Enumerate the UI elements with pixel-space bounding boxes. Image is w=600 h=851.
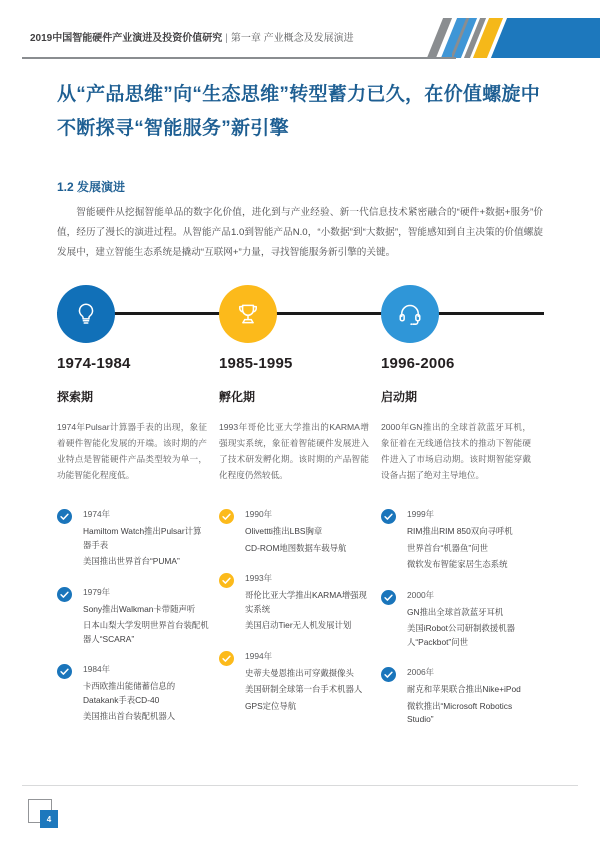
header-chapter: 第一章 产业概念及发展演进 — [230, 33, 354, 44]
section-heading: 1.2 发展演进 — [57, 180, 126, 194]
timeline-node-2 — [219, 285, 277, 343]
stripe-blue-2 — [491, 18, 600, 58]
lightbulb-icon — [73, 301, 99, 327]
milestone-list-2 — [219, 508, 371, 730]
milestone-line: GPS定位导航 — [245, 700, 297, 711]
milestone-item — [57, 586, 209, 647]
milestone-item — [57, 508, 209, 569]
milestone-list-1 — [57, 508, 209, 741]
milestone-year: 1990年 — [245, 509, 273, 519]
header-separator: | — [225, 33, 228, 44]
page-header — [0, 0, 600, 62]
milestone-line: 世界首台“机器鱼”问世 — [407, 542, 488, 553]
milestone-line: Sony推出Walkman卡带随声听 — [83, 603, 196, 614]
column-years: 1985-1995 — [219, 355, 293, 372]
timeline-node-1 — [57, 285, 115, 343]
header-breadcrumb — [30, 29, 354, 44]
milestone-line: 哥伦比亚大学推出KARMA增强现实系统 — [245, 590, 367, 614]
timeline-axis — [57, 312, 544, 315]
header-divider-slant — [452, 18, 492, 59]
milestone-line: 史蒂夫曼恩推出可穿戴摄像头 — [245, 667, 354, 678]
footer-divider — [22, 785, 578, 786]
milestone-year: 2000年 — [407, 589, 435, 600]
milestone-line: 卡西欧推出能储蓄信息的Datakank手表CD-40 — [83, 681, 176, 705]
column-years: 1974-1984 — [57, 355, 131, 372]
milestone-line: 微软推出“Microsoft Robotics Studio” — [407, 700, 513, 724]
milestone-year: 2006年 — [407, 667, 435, 677]
column-years: 1996-2006 — [381, 355, 455, 372]
milestone-line: 日本山梨大学发明世界首台装配机器人“SCARA” — [83, 620, 209, 644]
milestone-year: 1984年 — [83, 664, 111, 674]
milestone-year: 1994年 — [245, 650, 273, 661]
check-circle-icon — [381, 667, 396, 682]
check-circle-icon — [219, 573, 234, 588]
milestone-item — [219, 572, 371, 633]
milestone-line: CD-ROM地图数据车载导航 — [245, 542, 347, 553]
column-description: 1974年Pulsar计算器手表的出现，象征着硬件智能化发展的开端。该时期的产业特点是智能硬件产品类型较为单一，功能智能化程度低。 — [57, 422, 207, 480]
check-circle-icon — [381, 509, 396, 524]
milestone-list-3 — [381, 508, 533, 744]
milestone-line: 美国iRobot公司研制救援机器人“Packbot”问世 — [407, 623, 515, 647]
milestone-item — [381, 589, 533, 650]
milestone-item — [219, 650, 371, 714]
milestone-line: RIM推出RIM 850双向寻呼机 — [407, 526, 513, 536]
page-number: 4 — [40, 810, 58, 828]
timeline-column-3 — [381, 355, 531, 483]
check-circle-icon — [57, 587, 72, 602]
timeline-column-2 — [219, 355, 369, 483]
milestone-line: 美国研制全球第一台手术机器人 — [245, 684, 363, 694]
milestone-year: 1993年 — [245, 573, 273, 583]
milestone-item — [219, 508, 371, 555]
milestone-line: Olivettti推出LBS胸章 — [245, 526, 323, 536]
milestone-item — [381, 508, 533, 572]
column-description: 2000年GN推出的全球首款蓝牙耳机，象征着在无线通信技术的推动下智能硬件进入了市场启动期。该时期智能穿戴设备占据了绝对主导地位。 — [381, 422, 531, 480]
milestone-item — [57, 663, 209, 724]
milestone-year: 1999年 — [407, 509, 435, 519]
milestone-line: 美国推出世界首台“PUMA” — [83, 556, 180, 566]
section-paragraph: 智能硬件从挖掘智能单品的数字化价值，进化到与产业经验、新一代信息技术紧密融合的“硬件+数据+服务”价值，经历了漫长的演进过程。从智能产品1.0到智能产品N.0，“小数据”到“大数据”，智能感知到自主决策的价值螺旋发展中，建立智能生态系统是撬动“互联网+”力量，寻找智能服务新引擎的关键。 — [57, 207, 543, 258]
milestone-line: Hamiltom Watch推出Pulsar计算器手表 — [83, 526, 202, 550]
milestone-line: 耐克和苹果联合推出Nike+iPod — [407, 684, 521, 694]
milestone-line: GN推出全球首款蓝牙耳机 — [407, 606, 504, 617]
page-title: 从“产品思维”向“生态思维”转型蓄力已久，在价值螺旋中不断探寻“智能服务”新引擎 — [57, 84, 541, 139]
milestone-line: 美国推出首台装配机器人 — [83, 711, 176, 721]
headset-icon — [397, 301, 423, 327]
milestone-line: 美国启动Tier无人机发展计划 — [245, 620, 352, 630]
check-circle-icon — [57, 509, 72, 524]
milestone-line: 微软发布智能家居生态系统 — [407, 559, 508, 569]
column-description: 1993年哥伦比亚大学推出的KARMA增强现实系统，象征着智能硬件发展进入了技术研发孵化期。该时期的产品智能化程度仍然较低。 — [219, 422, 369, 480]
check-circle-icon — [219, 509, 234, 524]
timeline-column-1 — [57, 355, 207, 483]
check-circle-icon — [381, 590, 396, 605]
check-circle-icon — [57, 664, 72, 679]
column-phase: 启动期 — [381, 390, 418, 404]
trophy-icon — [235, 301, 261, 327]
check-circle-icon — [219, 651, 234, 666]
milestone-year: 1974年 — [83, 509, 111, 519]
timeline-node-3 — [381, 285, 439, 343]
milestone-year: 1979年 — [83, 586, 111, 597]
header-report-title: 2019中国智能硬件产业演进及投资价值研究 — [30, 33, 223, 44]
column-phase: 探索期 — [57, 390, 94, 404]
header-divider-line — [22, 57, 456, 59]
milestone-item — [381, 666, 533, 727]
column-phase: 孵化期 — [219, 390, 256, 404]
